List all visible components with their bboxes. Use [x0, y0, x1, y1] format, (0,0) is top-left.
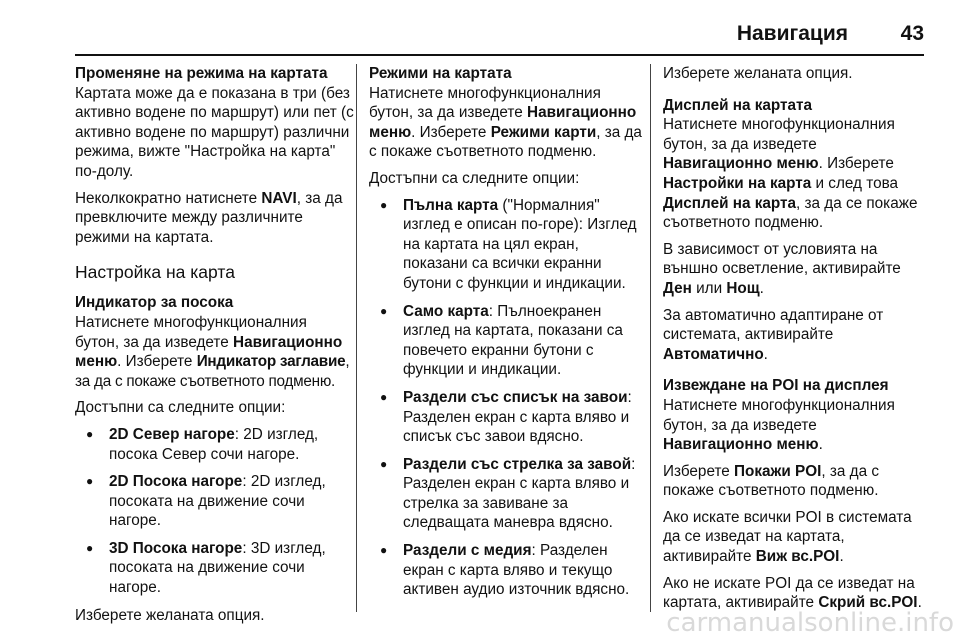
column-2 — [369, 64, 647, 608]
list-item: ● 3D Посока нагоре: 3D изглед, посоката на движение сочи нагоре. — [75, 539, 355, 598]
page-number: 43 — [900, 22, 924, 45]
paragraph: Натиснете многофункционалния бутон, за да изведете Навигационно меню. — [663, 396, 895, 454]
paragraph: За автоматично адаптиране от системата, активирайте Автоматично. — [663, 306, 884, 363]
column-1 — [75, 64, 355, 632]
section-title: Настройка на карта — [75, 262, 235, 283]
options-list — [75, 425, 355, 598]
paragraph: Изберете Покажи POI, за да с покаже съответното подменю. — [663, 462, 880, 500]
section-heading: Режими на картата — [369, 65, 512, 82]
header-rule — [75, 54, 924, 56]
paragraph: Неколкократно натиснете NAVI, за да превключите между различните режими на картата. — [75, 189, 343, 246]
paragraph: Достъпни са следните опции: — [369, 169, 580, 187]
chapter-title: Навигация — [736, 22, 848, 45]
paragraph: Ако не искате POI да се изведат на картата, активирайте Скрий вс.POI. — [663, 574, 922, 612]
paragraph: Натиснете многофункционалния бутон, за да изведете Навигационно меню. Изберете Настройки на карта и след това Дисплей на карта, за да се покаже съответното подменю. — [663, 116, 918, 232]
list-item: ● Раздели със стрелка за завой: Разделен екран с карта вляво и стрелка за завиване за следващата маневра вдясно. — [369, 455, 647, 533]
list-item: ● Раздели със списък на завои: Разделен екран с карта вляво и списък със завои вдясно. — [369, 388, 647, 447]
paragraph: В зависимост от условията на външно осветление, активирайте Ден или Нощ. — [663, 240, 901, 297]
paragraph: Натиснете многофункционалния бутон, за да изведете Навигационно меню. Изберете Индикатор заглавие, за да с покаже съответното подменю. — [75, 313, 350, 390]
paragraph: Изберете желаната опция. — [663, 65, 853, 82]
watermark: carmanualsonline.info — [666, 608, 954, 638]
list-item: ● Само карта: Пълноекранен изглед на картата, показани са повечето екранни бутони с функции и индикации. — [369, 302, 647, 380]
paragraph: Изберете желаната опция. — [75, 606, 265, 624]
column-divider — [356, 64, 357, 612]
list-item: ● Раздели с медия: Разделен екран с карта вляво и текущо активен аудио източник вдясно. — [369, 541, 647, 600]
paragraph: Ако искате всички POI в системата да се изведат на картата, активирайте Виж вс.POI. — [663, 508, 912, 566]
page-header — [0, 0, 960, 56]
list-item: ● Пълна карта ("Нормалния" изглед е описан по-горе): Изглед на картата на цял екран, показани са всички екранни бутони с функции и индикации. — [369, 196, 647, 294]
column-divider — [650, 64, 651, 612]
section-heading: Дисплей на картата — [663, 96, 813, 114]
options-list — [369, 196, 647, 600]
section-heading: Индикатор за посока — [75, 294, 234, 312]
list-item: ● 2D Север нагоре: 2D изглед, посока Север сочи нагоре. — [75, 425, 355, 464]
paragraph: Натиснете многофункционалния бутон, за да изведете Навигационно меню. Изберете Режими карти, за да с покаже съответното подменю. — [369, 84, 642, 161]
column-3 — [663, 64, 928, 620]
paragraph: Картата може да е показана в три (без активно водене по маршрут) или пет (с активно водене по маршрут) различни режима, вижте "Настройка на карта" по-долу. — [75, 84, 354, 180]
list-item: ● 2D Посока нагоре: 2D изглед, посоката на движение сочи нагоре. — [75, 472, 355, 531]
section-heading: Извеждане на POI на дисплея — [663, 377, 889, 395]
paragraph: Достъпни са следните опции: — [75, 399, 286, 417]
section-heading: Променяне на режима на картата — [75, 65, 328, 82]
